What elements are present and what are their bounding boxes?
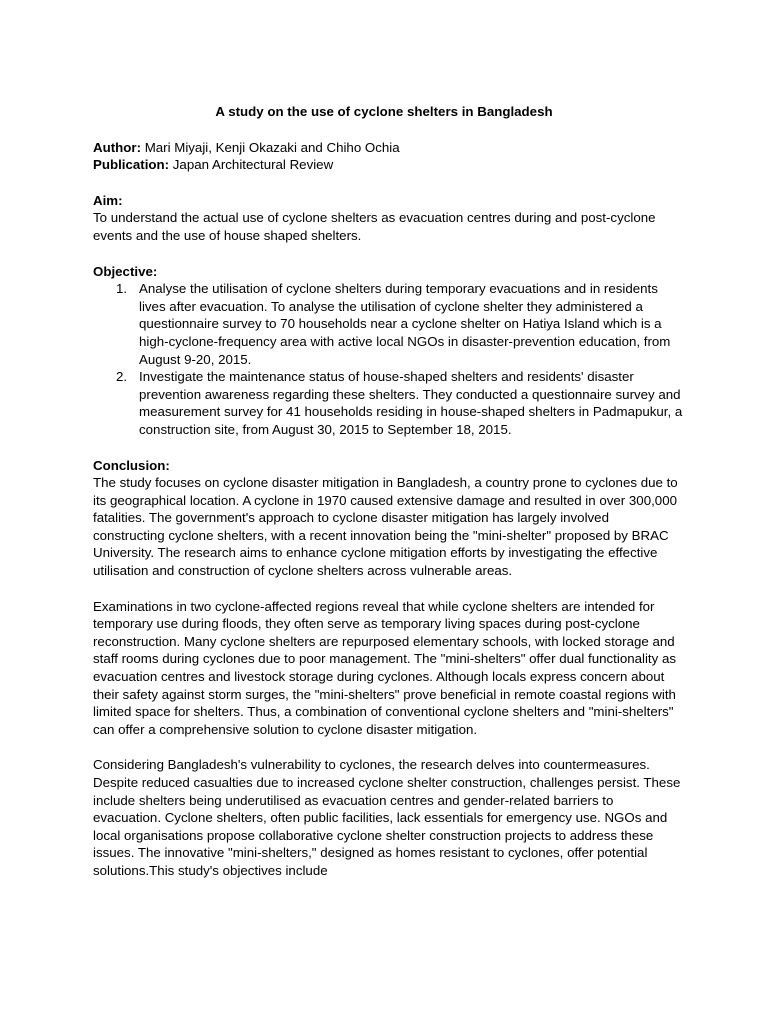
conclusion-paragraph: Examinations in two cyclone-affected regions reveal that while cyclone shelters are intended for temporary use during floods, they often serve as temporary living spaces during post-cyclone reconstruction. Many cyclone shelters are repurposed elementary schools, with locked storage and staff rooms during cyclones due to poor management. The "mini-shelters" offer dual functionality as evacuation centres and livestock storage during cyclones. Although locals express concern about their safety against storm surges, the "mini-shelters" prove beneficial in remote coastal regions with limited space for shelters. Thus, a combination of conventional cyclone shelters and "mini-shelters" can offer a comprehensive solution to cyclone disaster mitigation. <box>93 598 676 737</box>
spacer <box>93 738 683 756</box>
publication-value: Japan Architectural Review <box>169 157 334 173</box>
conclusion-heading: Conclusion: <box>93 457 170 473</box>
spacer <box>93 439 683 457</box>
objective-text: Investigate the maintenance status of house-shaped shelters and residents' disaster prevention awareness regarding these shelters. They conducted a questionnaire survey and measurement survey for 41 households residing in house-shaped shelters in Padmapukur, a construction site, from August 30, 2015 to September 18, 2015. <box>139 369 683 437</box>
objective-item <box>93 368 683 438</box>
document-title: A study on the use of cyclone shelters in Bangladesh <box>215 104 553 119</box>
spacer <box>93 245 683 263</box>
aim-text: To understand the actual use of cyclone shelters as evacuation centres during and post-cyclone events and the use of house shaped shelters. <box>93 210 656 243</box>
document-content <box>93 103 683 880</box>
author-value: Mari Miyaji, Kenji Okazaki and Chiho Ochia <box>141 139 400 155</box>
aim-heading: Aim: <box>93 192 123 208</box>
objectives-list <box>93 280 683 438</box>
author-line <box>93 139 683 157</box>
conclusion-paragraph: The study focuses on cyclone disaster mitigation in Bangladesh, a country prone to cyclones due to its geographical location. A cyclone in 1970 caused extensive damage and resulted in over 300,000 fatalities. The government's approach to cyclone disaster mitigation has largely involved constructing cyclone shelters, with a recent innovation being the "mini-shelter" proposed by BRAC University. The research aims to enhance cyclone mitigation efforts by investigating the effective utilisation and construction of cyclone shelters across vulnerable areas. <box>93 475 678 579</box>
author-label: Author: <box>93 139 141 155</box>
spacer <box>93 174 683 192</box>
objective-item <box>93 280 683 368</box>
objective-text: Analyse the utilisation of cyclone shelters during temporary evacuations and in residents lives after evacuation. To analyse the utilisation of cyclone shelter they administered a questionnaire survey to 70 households near a cyclone shelter on Hatiya Island which is a high-cyclone-frequency area with active local NGOs in disaster-prevention education, from August 9-20, 2015. <box>139 281 671 367</box>
conclusion-paragraph: Considering Bangladesh's vulnerability to cyclones, the research delves into countermeasures. Despite reduced casualties due to increased cyclone shelter construction, challenges persist. These include shelters being underutilised as evacuation centres and gender-related barriers to evacuation. Cyclone shelters, often public facilities, lack essentials for emergency use. NGOs and local organisations propose collaborative cyclone shelter construction projects to address these issues. The innovative "mini-shelters," designed as homes resistant to cyclones, offer potential solutions.This study's objectives include <box>93 757 681 878</box>
objective-number: 2. <box>116 369 128 385</box>
spacer <box>93 580 683 598</box>
objective-number: 1. <box>116 281 128 297</box>
objective-heading: Objective: <box>93 263 158 279</box>
publication-label: Publication: <box>93 157 170 173</box>
publication-line <box>93 156 683 174</box>
